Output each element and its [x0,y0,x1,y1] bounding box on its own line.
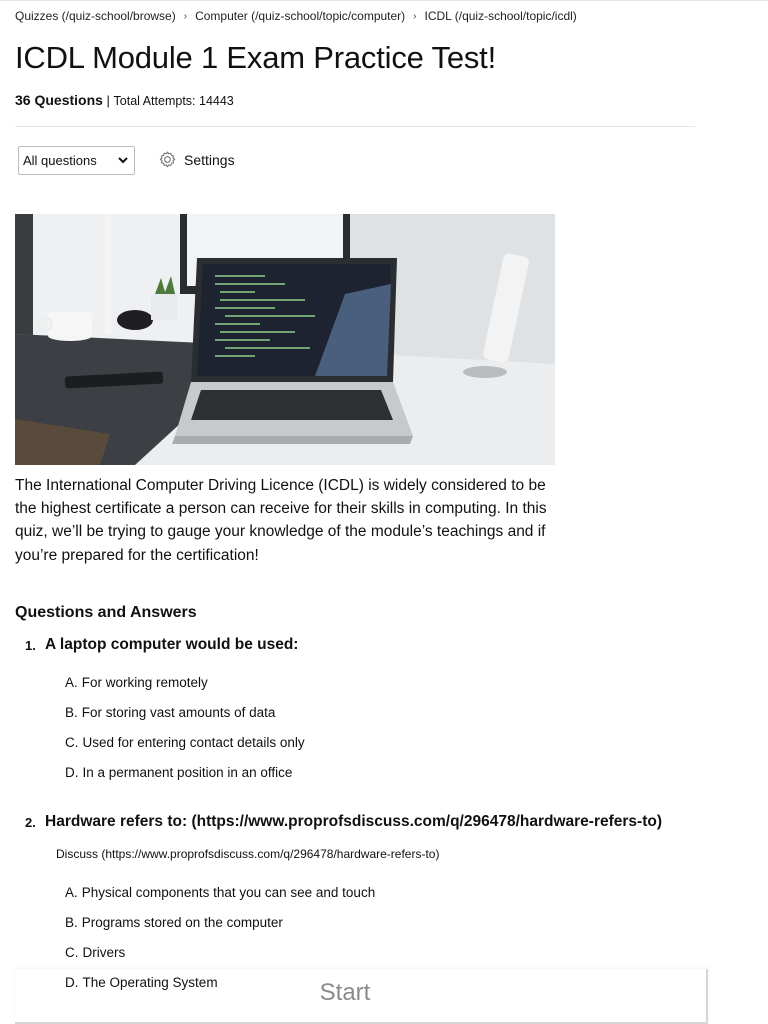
option-text: For storing vast amounts of data [81,705,276,720]
total-attempts: Total Attempts: 14443 [113,94,234,108]
option-letter: B. [65,705,78,720]
question-1 [25,636,298,654]
option-text: Physical components that you can see and touch [81,885,376,900]
question-1-option-a[interactable] [65,675,208,690]
option-letter: A. [65,885,78,900]
settings-button[interactable] [158,150,235,169]
gear-icon [158,150,177,169]
breadcrumb-link-quizzes[interactable]: Quizzes (/quiz-school/browse) [15,9,176,23]
question-2 [25,813,662,831]
question-filter-select[interactable] [18,146,135,175]
header-divider [15,126,695,127]
top-border [0,0,768,1]
chevron-right-icon: › [183,10,188,22]
chevron-right-icon: › [413,10,417,22]
question-2-option-b[interactable] [65,915,283,930]
option-letter: B. [65,915,78,930]
question-2-option-d[interactable] [65,975,218,990]
option-text: Programs stored on the computer [81,915,283,930]
page-title: ICDL Module 1 Exam Practice Test! [15,40,496,75]
question-2-option-a[interactable] [65,885,375,900]
question-link[interactable]: Hardware refers to: (https://www.proprofsdiscuss.com/q/296478/hardware-refers-to) [45,813,663,830]
start-button[interactable]: Start [319,979,371,1006]
question-2-option-c[interactable] [65,945,125,960]
hero-image [15,214,555,465]
breadcrumb-link-icdl[interactable]: ICDL (/quiz-school/topic/icdl) [424,9,577,23]
quiz-description: The International Computer Driving Licence (ICDL) is widely considered to be the highest certificate a person can receive for their skills in computing. In this quiz, we’ll be trying to gauge your knowledge of the module’s teachings and if you’re prepared for the certification! [15,477,547,564]
breadcrumb [15,9,577,23]
option-text: The Operating System [82,975,218,990]
option-text: Drivers [82,945,126,960]
option-text: In a permanent position in an office [82,765,293,780]
option-letter: C. [65,945,79,960]
discuss-link[interactable]: Discuss (https://www.proprofsdiscuss.com/q/296478/hardware-refers-to) [56,847,440,861]
option-letter: D. [65,975,79,990]
chevron-down-icon [116,153,130,167]
question-text: A laptop computer would be used: [45,636,299,653]
option-text: For working remotely [81,675,208,690]
question-number: 1. [25,638,36,653]
question-1-option-b[interactable] [65,705,275,720]
option-letter: C. [65,735,79,750]
meta-separator: | [102,93,114,108]
option-letter: A. [65,675,78,690]
question-1-option-d[interactable] [65,765,292,780]
questions-and-answers-heading: Questions and Answers [15,604,197,621]
question-1-option-c[interactable] [65,735,305,750]
option-text: Used for entering contact details only [82,735,305,750]
settings-label: Settings [184,151,235,168]
option-letter: D. [65,765,79,780]
quiz-meta [15,92,234,108]
breadcrumb-link-computer[interactable]: Computer (/quiz-school/topic/computer) [195,9,406,23]
question-count: 36 Questions [15,92,103,108]
question-filter-value: All questions [23,153,97,168]
laptop-photo [15,214,555,465]
question-number: 2. [25,815,36,830]
